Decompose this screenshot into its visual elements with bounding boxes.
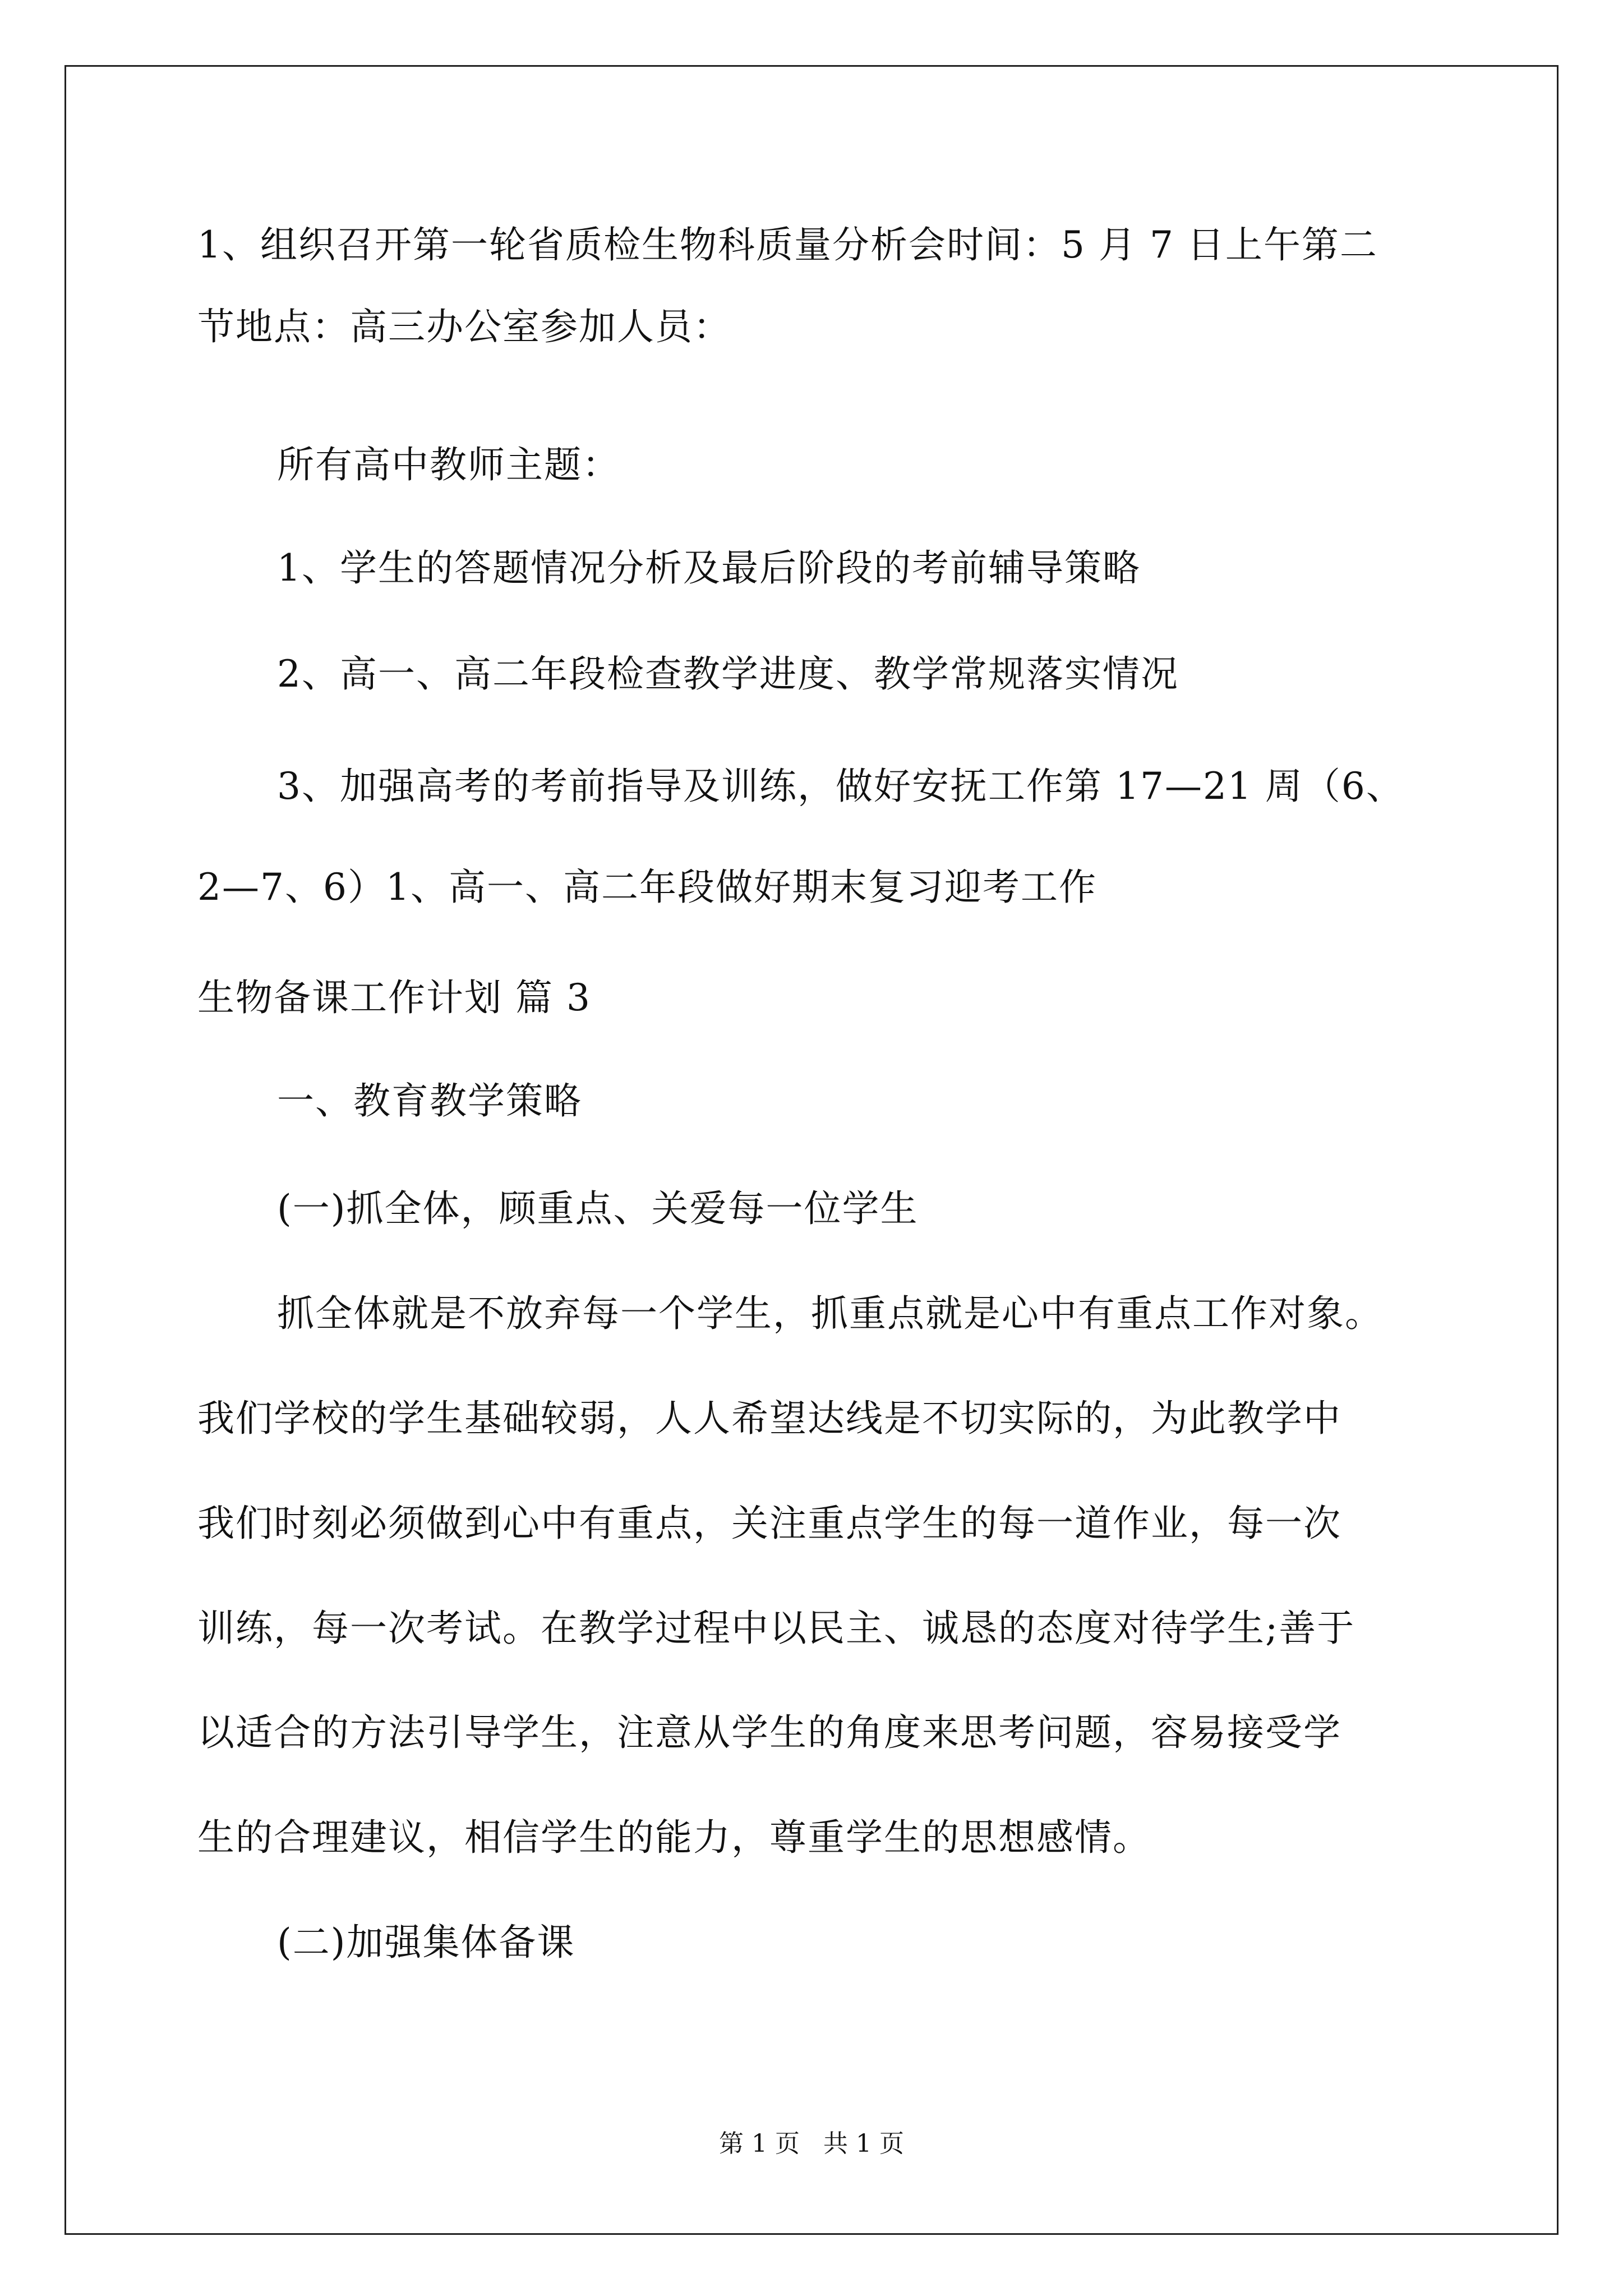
text-line: 我们学校的学生基础较弱，人人希望达线是不切实际的，为此教学中 [197,1397,1341,1440]
text-line: (二)加强集体备课 [277,1921,575,1964]
text-line: 2、高一、高二年段检查教学进度、教学常规落实情况 [277,652,1179,696]
section-heading: 生物备课工作计划 篇 3 [197,976,591,1019]
text-line: 所有高中教师主题： [277,443,620,486]
page-footer: 第 1 页 共 1 页 [719,2129,904,2158]
text-line: 抓全体就是不放弃每一个学生，抓重点就是心中有重点工作对象。 [277,1292,1383,1335]
text-line: 一、教育教学策略 [277,1079,582,1122]
text-line: 以适合的方法引导学生，注意从学生的角度来思考问题，容易接受学 [197,1711,1341,1754]
text-line: (一)抓全体，顾重点、关爱每一位学生 [277,1187,919,1230]
page-border [64,65,1559,2235]
text-line: 我们时刻必须做到心中有重点，关注重点学生的每一道作业，每一次 [197,1502,1341,1545]
text-line: 节地点：高三办公室参加人员： [197,305,731,348]
text-line: 1、学生的答题情况分析及最后阶段的考前辅导策略 [277,546,1141,590]
text-line: 2—7、6）1、高一、高二年段做好期末复习迎考工作 [197,866,1097,909]
text-line: 生的合理建议，相信学生的能力，尊重学生的思想感情。 [197,1816,1151,1859]
text-line: 3、加强高考的考前指导及训练，做好安抚工作第 17—21 周（6、 [277,765,1404,808]
text-line: 训练，每一次考试。在教学过程中以民主、诚恳的态度对待学生;善于 [197,1607,1355,1650]
text-line: 1、组织召开第一轮省质检生物科质量分析会时间：5 月 7 日上午第二 [197,223,1378,266]
